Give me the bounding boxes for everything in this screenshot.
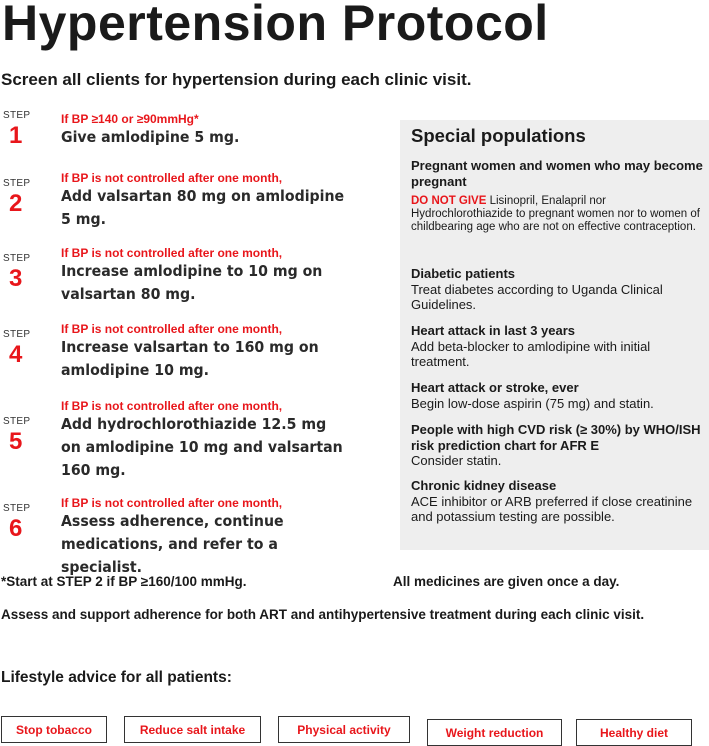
section-heading: Diabetic patients	[411, 266, 516, 281]
panel-title: Special populations	[411, 125, 586, 146]
diabetic-section	[411, 266, 703, 313]
lifestyle-heading: Lifestyle advice for all patients:	[1, 669, 232, 686]
step-condition: If BP is not controlled after one month,	[61, 246, 283, 260]
step-label: STEP	[3, 503, 31, 514]
lifestyle-tag-physical-activity: Physical activity	[278, 716, 410, 743]
cvd-section	[411, 422, 703, 469]
special-populations-panel	[400, 120, 709, 550]
step-number: 5	[9, 428, 23, 455]
section-text: Consider statin.	[411, 453, 502, 468]
stroke-section	[411, 380, 703, 411]
adherence-note: Assess and support adherence for both ART and antihypertensive treatment during each clinic visit.	[1, 607, 645, 622]
lifestyle-tag-weight-reduction: Weight reduction	[427, 719, 562, 746]
section-heading: Heart attack or stroke, ever	[411, 380, 579, 395]
step-condition: If BP is not controlled after one month,	[61, 171, 283, 185]
pregnant-section	[411, 158, 703, 234]
section-heading: Heart attack in last 3 years	[411, 323, 576, 338]
step-condition: If BP is not controlled after one month,	[61, 399, 283, 413]
step-condition: If BP ≥140 or ≥90mmHg*	[61, 112, 199, 126]
step-1	[0, 110, 390, 160]
section-text: Add beta-blocker to amlodipine with initial treatment.	[411, 338, 651, 369]
step-3	[0, 246, 390, 308]
step-label: STEP	[3, 178, 31, 189]
step-label: STEP	[3, 416, 31, 427]
lifestyle-tag-healthy-diet: Healthy diet	[576, 719, 692, 746]
step-5	[0, 399, 390, 486]
step-action: Add hydrochlorothiazide 12.5 mg on amlodipine 10 mg and valsartan 160 mg.	[61, 415, 343, 479]
section-text: Treat diabetes according to Uganda Clinical Guidelines.	[411, 281, 663, 312]
step-label: STEP	[3, 329, 31, 340]
step-action: Add valsartan 80 mg on amlodipine 5 mg.	[61, 187, 345, 228]
lifestyle-tag-reduce-salt: Reduce salt intake	[124, 716, 261, 743]
step-number: 6	[9, 515, 23, 542]
step-6	[0, 496, 390, 576]
step-number: 4	[9, 341, 23, 368]
step-action: Increase amlodipine to 10 mg on valsartan 80 mg.	[61, 262, 323, 303]
ckd-section	[411, 478, 703, 525]
step-action: Assess adherence, continue medications, and refer to a specialist.	[61, 512, 284, 576]
section-heading: Chronic kidney disease	[411, 478, 557, 493]
lifestyle-tag-stop-tobacco: Stop tobacco	[1, 716, 107, 743]
section-text	[411, 195, 703, 234]
do-not-give-text: Lisinopril, Enalapril nor Hydrochlorothiazide to pregnant women nor to women of childbearing age who are not on effective contraception.	[411, 195, 700, 233]
step-action: Give amlodipine 5 mg.	[61, 128, 240, 146]
do-not-give-label: DO NOT GIVE	[411, 195, 487, 207]
step-condition: If BP is not controlled after one month,	[61, 496, 283, 510]
step-action: Increase valsartan to 160 mg on amlodipine 10 mg.	[61, 338, 319, 379]
section-heading: People with high CVD risk (≥ 30%) by WHO/ISH risk prediction chart for AFR E	[411, 422, 701, 453]
step-label: STEP	[3, 110, 31, 121]
step-number: 1	[9, 122, 23, 149]
step-2	[0, 171, 390, 233]
step-label: STEP	[3, 253, 31, 264]
page-subtitle: Screen all clients for hypertension during each clinic visit.	[1, 70, 472, 89]
step-condition: If BP is not controlled after one month,	[61, 322, 283, 336]
step-number: 2	[9, 190, 23, 217]
section-text: Begin low-dose aspirin (75 mg) and statin.	[411, 395, 654, 411]
step-4	[0, 322, 390, 384]
section-heading: Pregnant women and women who may become pregnant	[411, 158, 703, 189]
start-step2-note: *Start at STEP 2 if BP ≥160/100 mmHg.	[1, 574, 247, 589]
section-text: ACE inhibitor or ARB preferred if close creatinine and potassium testing are possible.	[411, 493, 693, 524]
page-title: Hypertension Protocol	[2, 0, 549, 51]
step-number: 3	[9, 265, 23, 292]
heart-attack-section	[411, 323, 703, 370]
once-a-day-note: All medicines are given once a day.	[393, 574, 620, 589]
